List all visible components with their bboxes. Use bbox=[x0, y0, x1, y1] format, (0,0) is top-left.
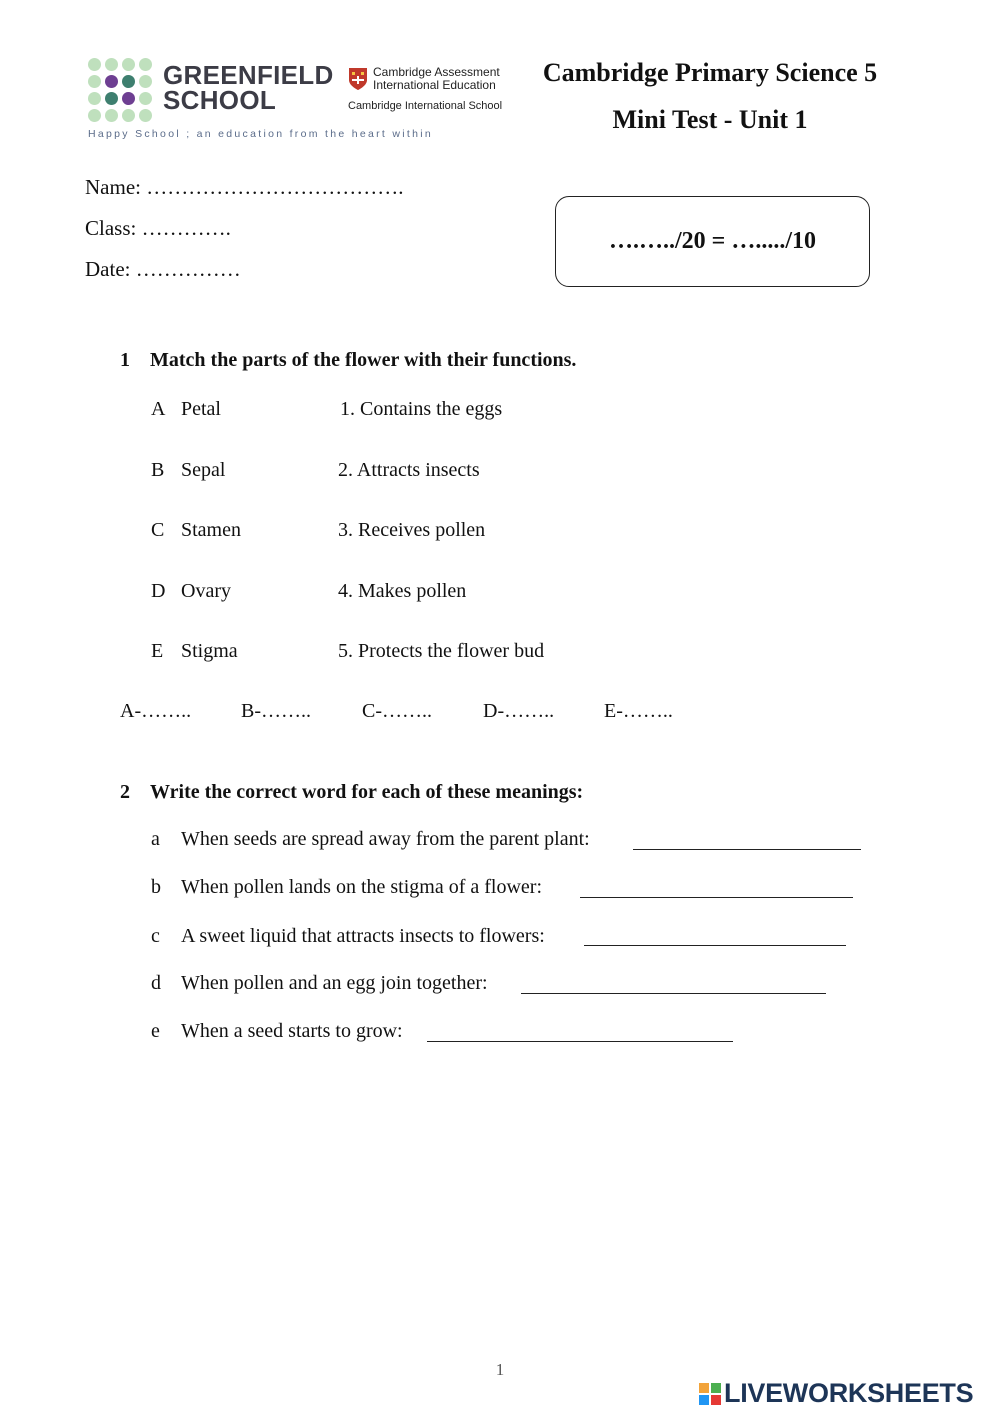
answer-blank-b[interactable]: B-…….. bbox=[241, 700, 311, 722]
answer-line-a[interactable] bbox=[633, 849, 861, 850]
match-row bbox=[151, 519, 241, 542]
flower-function: 5. Protects the flower bud bbox=[338, 640, 545, 662]
definition-text: When pollen and an egg join together: bbox=[181, 972, 488, 994]
definition-item bbox=[151, 1020, 403, 1043]
flower-function: 1. Contains the eggs bbox=[340, 398, 503, 420]
score-text: ….…../20 = …...../10 bbox=[608, 228, 816, 254]
flower-function: 3. Receives pollen bbox=[338, 519, 486, 541]
match-row bbox=[151, 640, 238, 663]
definition-letter: e bbox=[151, 1020, 160, 1042]
class-field[interactable]: Class: …………. bbox=[85, 216, 231, 240]
answer-line-c[interactable] bbox=[584, 945, 846, 946]
definition-item bbox=[151, 828, 590, 851]
definition-item bbox=[151, 972, 488, 995]
flower-part: Sepal bbox=[181, 459, 226, 481]
page-title: Cambridge Primary Science 5 bbox=[542, 58, 878, 87]
school-name-line2: SCHOOL bbox=[163, 85, 277, 115]
cambridge-school-label: Cambridge International School bbox=[348, 100, 503, 112]
name-field[interactable]: Name: ………………………………. bbox=[85, 175, 404, 199]
liveworksheets-logo-icon bbox=[699, 1383, 721, 1405]
page-number: 1 bbox=[495, 1360, 505, 1379]
liveworksheets-logo: LIVEWORKSHEETS bbox=[724, 1378, 974, 1408]
answer-line-e[interactable] bbox=[427, 1041, 733, 1042]
match-row bbox=[151, 459, 225, 482]
definition-letter: c bbox=[151, 925, 160, 947]
answer-line-d[interactable] bbox=[521, 993, 826, 994]
cambridge-logo-text bbox=[373, 66, 513, 92]
cambridge-shield-icon bbox=[348, 67, 368, 91]
flower-function: 4. Makes pollen bbox=[338, 580, 467, 602]
question-1-number: 1 bbox=[120, 349, 130, 371]
definition-letter: a bbox=[151, 828, 160, 850]
question-1-heading bbox=[120, 349, 576, 372]
flower-part: Stamen bbox=[181, 519, 241, 541]
flower-part: Petal bbox=[181, 398, 221, 420]
definition-letter: b bbox=[151, 876, 161, 898]
school-name-line1: GREENFIELD bbox=[163, 60, 334, 90]
match-row-letter: C bbox=[151, 519, 165, 541]
school-name bbox=[163, 60, 343, 115]
definition-letter: d bbox=[151, 972, 161, 994]
definition-text: A sweet liquid that attracts insects to flowers: bbox=[181, 925, 545, 947]
cambridge-line2: International Education bbox=[373, 78, 496, 92]
match-row-letter: D bbox=[151, 580, 166, 602]
school-logo-dots bbox=[88, 58, 154, 124]
match-row-letter: A bbox=[151, 398, 166, 420]
definition-text: When seeds are spread away from the parent plant: bbox=[181, 828, 590, 850]
match-answers bbox=[120, 700, 725, 723]
flower-function: 2. Attracts insects bbox=[338, 459, 480, 481]
match-row-letter: B bbox=[151, 459, 165, 481]
match-row bbox=[151, 398, 221, 421]
school-tagline: Happy School ; an education from the heart within bbox=[88, 128, 434, 140]
question-2-number: 2 bbox=[120, 781, 130, 803]
score-box bbox=[555, 196, 870, 287]
question-2-prompt: Write the correct word for each of these meanings: bbox=[150, 781, 584, 803]
definition-text: When pollen lands on the stigma of a flower: bbox=[181, 876, 543, 898]
match-row bbox=[151, 580, 231, 603]
definition-item bbox=[151, 925, 545, 948]
answer-blank-e[interactable]: E-…….. bbox=[604, 700, 673, 722]
page-subtitle: Mini Test - Unit 1 bbox=[612, 105, 808, 134]
question-1-prompt: Match the parts of the flower with their functions. bbox=[150, 349, 577, 371]
flower-part: Ovary bbox=[181, 580, 231, 602]
answer-line-b[interactable] bbox=[580, 897, 853, 898]
flower-part: Stigma bbox=[181, 640, 238, 662]
answer-blank-d[interactable]: D-…….. bbox=[483, 700, 555, 722]
answer-blank-c[interactable]: C-…….. bbox=[362, 700, 432, 722]
definition-item bbox=[151, 876, 542, 899]
match-row-letter: E bbox=[151, 640, 164, 662]
definition-text: When a seed starts to grow: bbox=[181, 1020, 403, 1042]
date-field[interactable]: Date: …………… bbox=[85, 257, 241, 281]
cambridge-line1: Cambridge Assessment bbox=[373, 65, 500, 79]
answer-blank-a[interactable]: A-…….. bbox=[120, 700, 192, 722]
question-2-heading bbox=[120, 781, 583, 804]
